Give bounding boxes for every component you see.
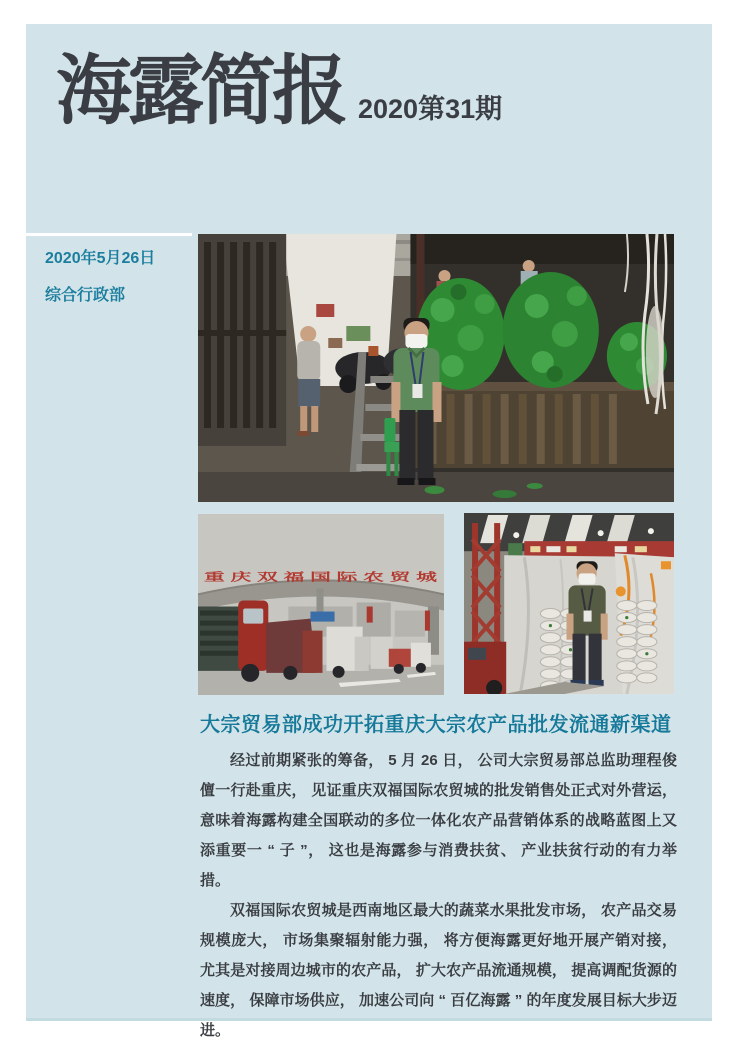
masthead [56, 49, 503, 134]
gate-sign-text: 重 庆 双 福 国 际 农 贸 城 [204, 571, 328, 584]
photo-trade-city-gate-graphic [198, 514, 444, 695]
article-body [200, 746, 677, 1046]
article-headline: 大宗贸易部成功开拓重庆大宗农产品批发流通新渠道 [200, 714, 672, 736]
article-paragraph-2: 双福国际农贸城是西南地区最大的蔬菜水果批发市场， 农产品交易规模庞大， 市场集聚辐射能力强， 将方便海露更好地开展产销对接， 尤其是对接周边城市的农产品， 扩大农产品流通规模， 提高调配货源的速度， 保障市场供应， 加速公司向 “ 百亿海露 ” 的年度发展目标大步迈进。 [200, 902, 677, 1039]
article-paragraph-1: 经过前期紧张的筹备， 5 月 26 日， 公司大宗贸易部总监助理程俊儃一行赴重庆， 见证重庆双福国际农贸城的批发销售处正式对外营运， 意味着海露构建全国联动的多位一体化农产品营销体系的战略蓝图上又添重要一 “ 子 ”， 这也是海露参与消费扶贫、 产业扶贫行动的有力举措。 [200, 752, 677, 889]
photo-warehouse-sacks-graphic [464, 513, 674, 694]
issue-number: 2020第31期 [358, 94, 503, 124]
photo-trade-city-gate [198, 514, 444, 695]
issue-date: 2020年5月26日 [45, 250, 156, 267]
photo-market-loading [198, 234, 674, 502]
photo-warehouse-sacks [464, 513, 674, 694]
newsletter-panel [26, 24, 712, 1039]
sidebar-divider-line [26, 233, 192, 236]
newsletter-title: 海露简报 [56, 49, 344, 134]
issue-meta [45, 245, 155, 305]
photo-market-loading-graphic [198, 234, 674, 502]
issuing-department: 综合行政部 [45, 287, 126, 304]
